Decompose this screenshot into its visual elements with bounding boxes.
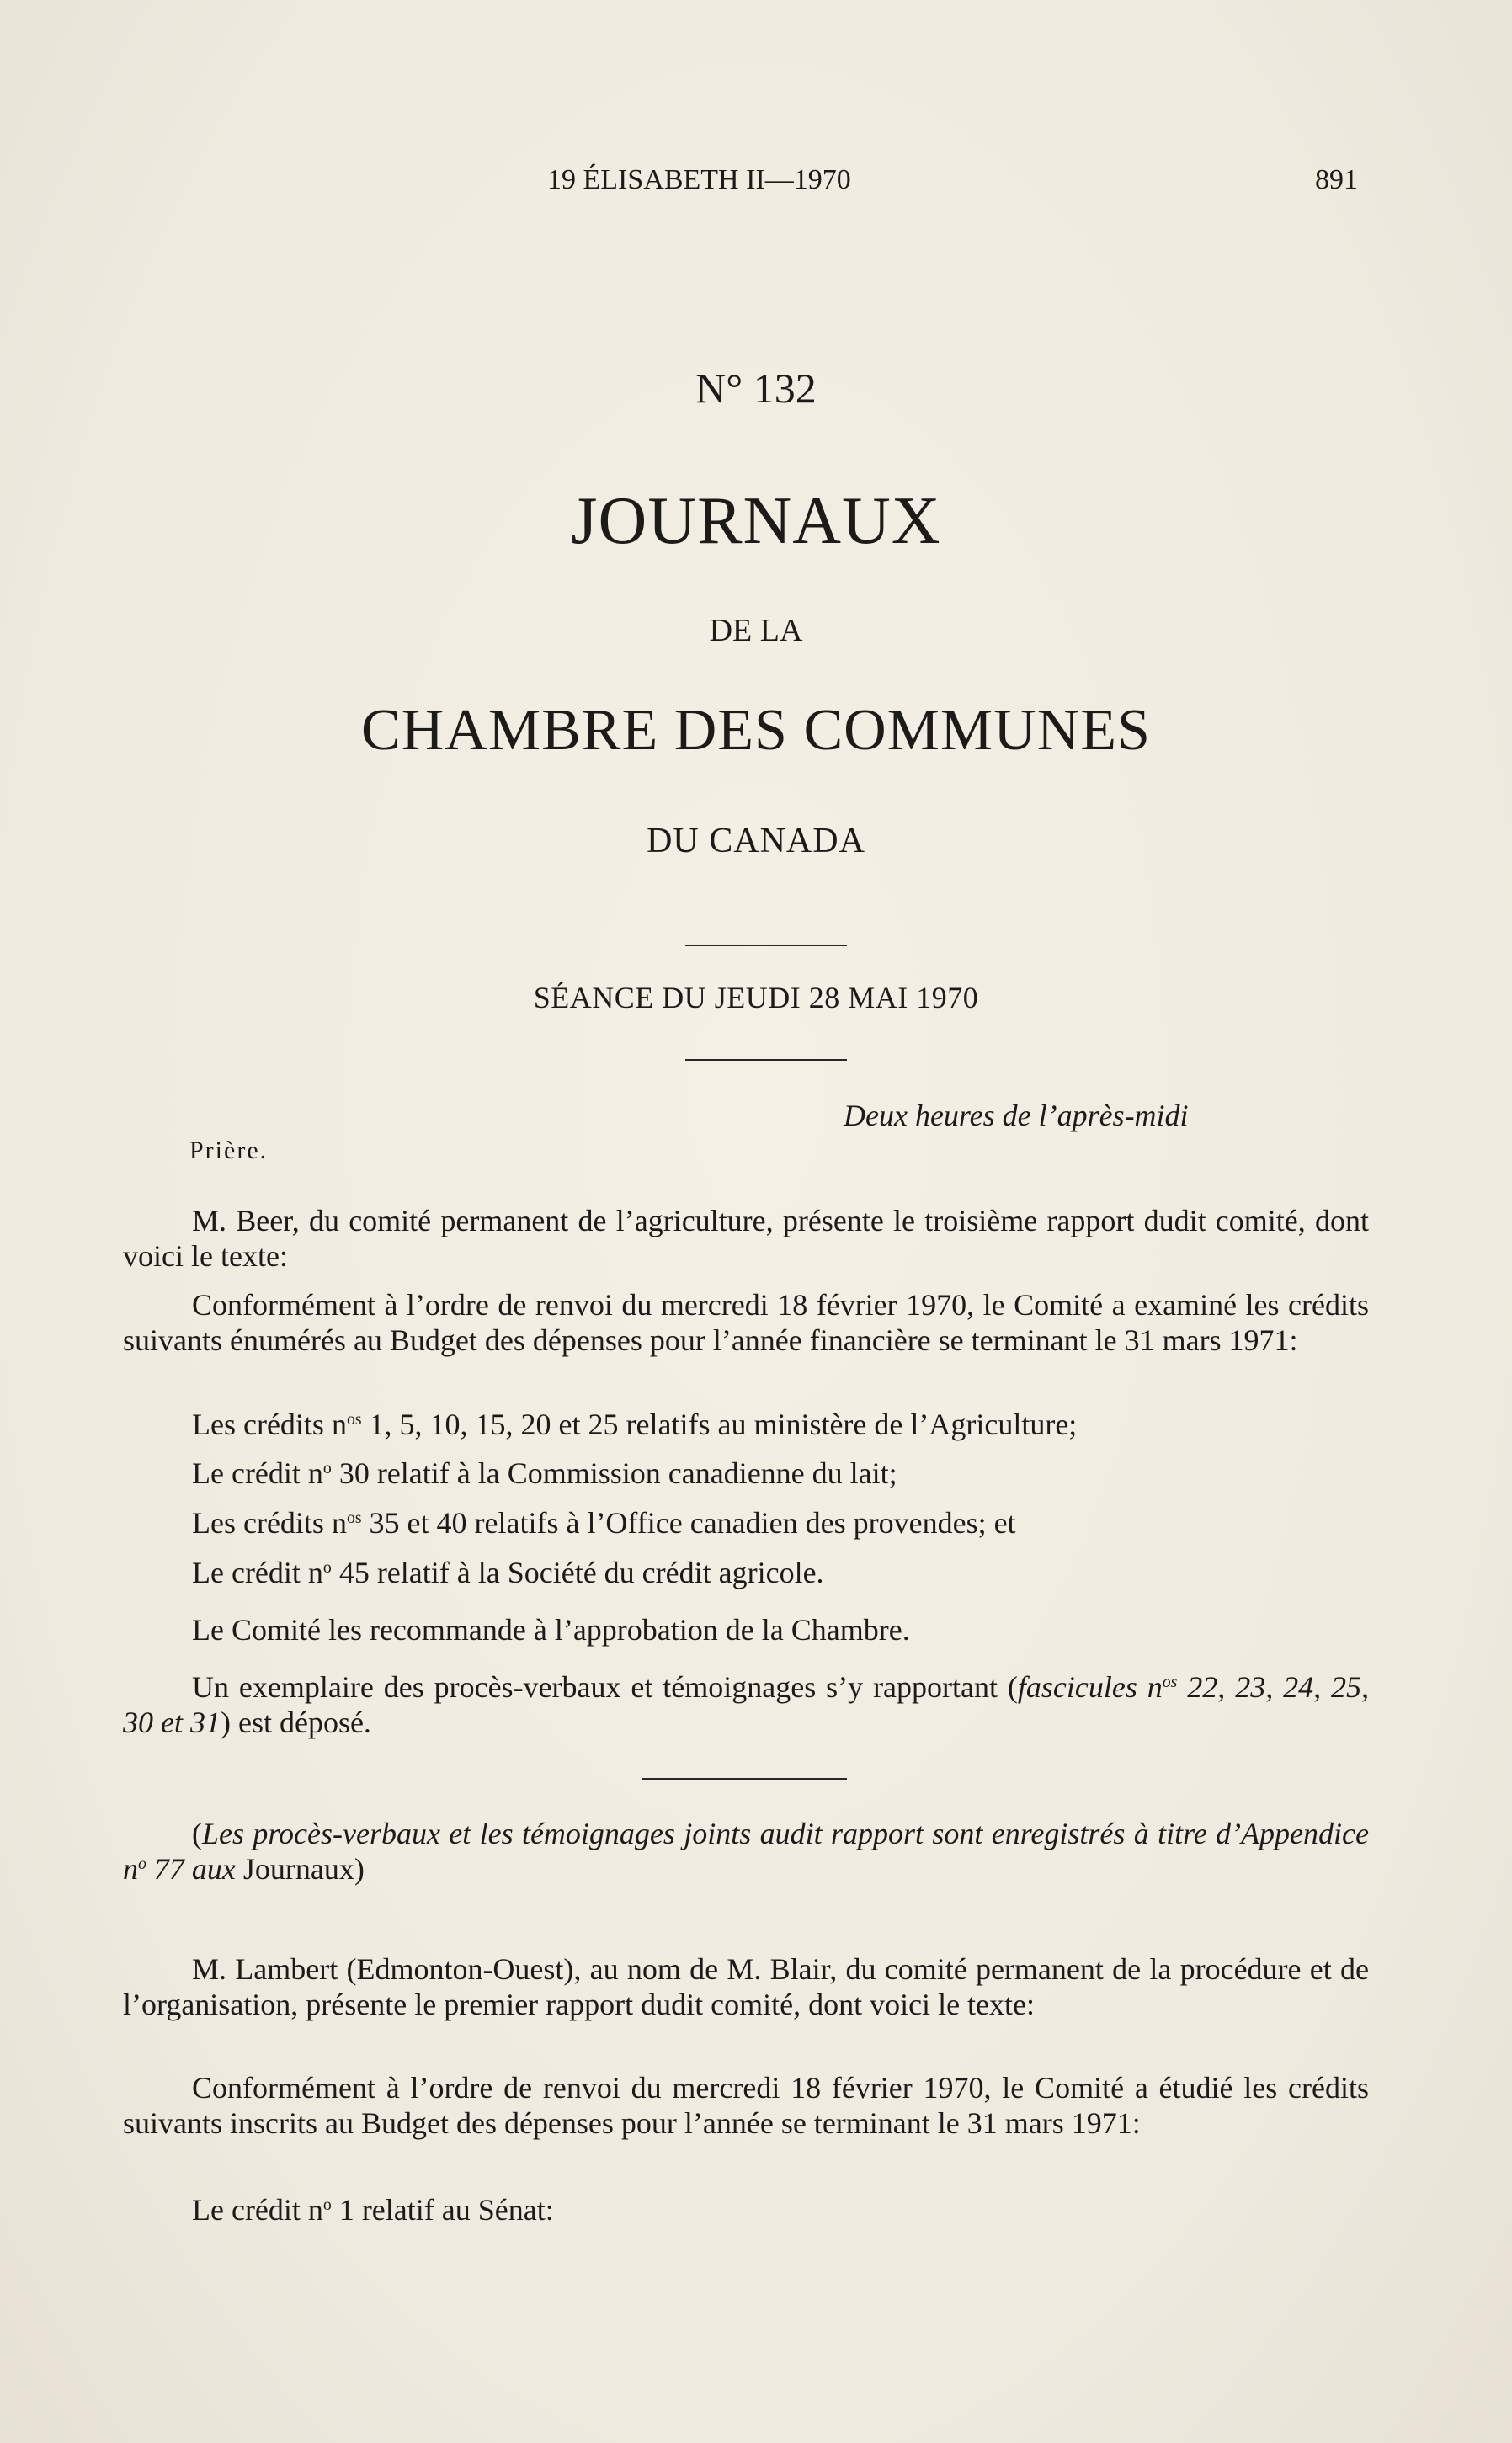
- divider-rule: [642, 1778, 847, 1780]
- country-title: DU CANADA: [647, 822, 865, 860]
- recommendation-line: Le Comité les recommande à l’approbation de la Chambre.: [192, 1613, 910, 1647]
- credit-item: Les crédits $n^{os}$ 1, 5, 10, 15, 20 et 25 relatifs au ministère de l’Agriculture;: [192, 1408, 1078, 1441]
- deposit-paragraph: Un exemplaire des procès-verbaux et témoignages s’y rapportant (fascicules $n^{os}$ 22, 23, 24, 25, 30 et 31) est déposé.: [123, 1670, 1370, 1739]
- lambert-report-intro: M. Lambert (Edmonton-Ouest), au nom de M. Blair, du comité permanent de la procédure et de l’organisation, présente le premier rapport dudit comité, dont voici le texte:: [123, 1952, 1369, 2021]
- title-connector: DE LA: [709, 613, 803, 648]
- credit-item: Le crédit $n^o$ 45 relatif à la Société du crédit agricole.: [192, 1556, 824, 1589]
- beer-report-intro: M. Beer, du comité permanent de l’agriculture, présente le troisième rapport dudit comité, dont voici le texte:: [123, 1204, 1369, 1273]
- credit-item: Le crédit $n^o$ 1 relatif au Sénat:: [192, 2193, 554, 2227]
- beer-report-renvoi: Conformément à l’ordre de renvoi du mercredi 18 février 1970, le Comité a examiné les crédits suivants énumérés au Budget des dépenses pour l’année financière se terminant le 31 mars 1971:: [123, 1288, 1369, 1357]
- page-number: 891: [1315, 164, 1358, 195]
- sitting-date: SÉANCE DU JEUDI 28 MAI 1970: [533, 981, 979, 1014]
- chamber-title: CHAMBRE DES COMMUNES: [361, 698, 1151, 763]
- issue-number: N° 132: [695, 365, 817, 412]
- journal-title: JOURNAUX: [571, 484, 941, 558]
- lambert-report-renvoi: Conformément à l’ordre de renvoi du mercredi 18 février 1970, le Comité a étudié les crédits suivants inscrits au Budget des dépenses pour l’année se terminant le 31 mars 1971:: [123, 2071, 1369, 2140]
- credit-item: Le crédit $n^o$ 30 relatif à la Commission canadienne du lait;: [192, 1456, 897, 1490]
- sitting-time: Deux heures de l’après-midi: [844, 1099, 1189, 1132]
- divider-rule: [685, 1059, 847, 1061]
- credit-item: Les crédits $n^{os}$ 35 et 40 relatifs à l’Office canadien des provendes; et: [192, 1506, 1016, 1540]
- appendix-note: (Les procès-verbaux et les témoignages joints audit rapport sont enregistrés à titre d’Appendice $n^o$ 77 aux Journaux): [123, 1817, 1369, 1886]
- prayers-heading: Prière.: [189, 1136, 269, 1164]
- running-head-title: 19 ÉLISABETH II—1970: [547, 164, 851, 195]
- divider-rule: [685, 945, 847, 946]
